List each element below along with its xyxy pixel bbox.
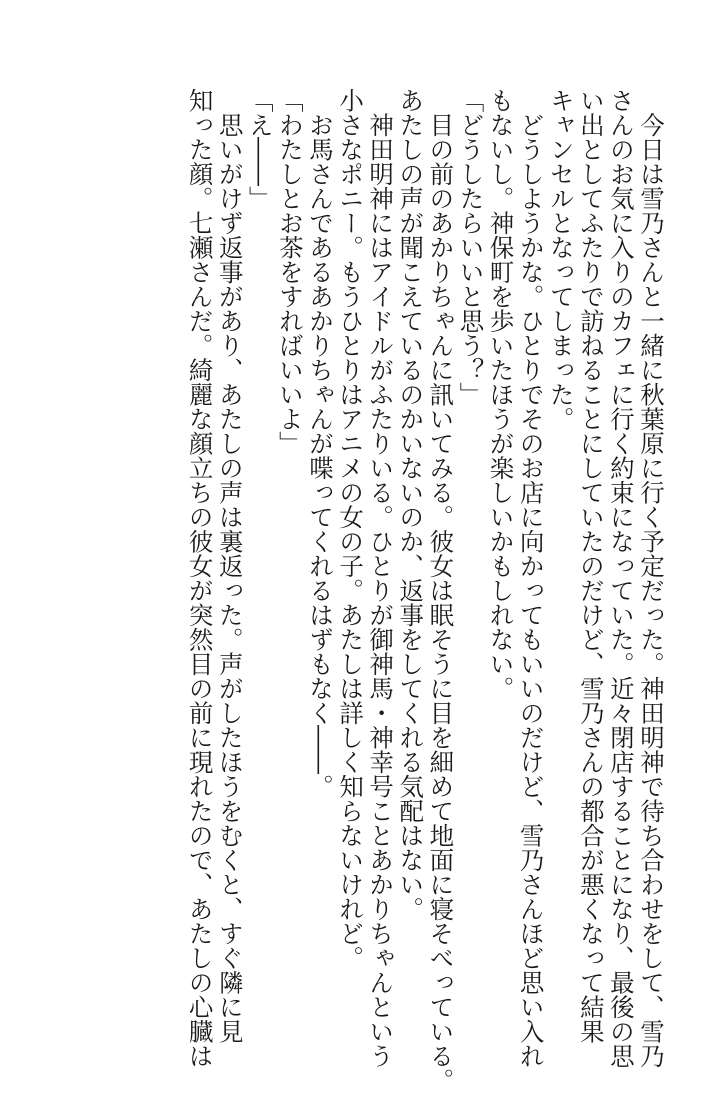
text-line: 小さなポニー。もうひとりはアニメの女の子。あたしは詳しく知らないけれど。 bbox=[336, 88, 366, 970]
text-line: お馬さんであるあかりちゃんが喋ってくれるはずもなく――。 bbox=[305, 88, 335, 799]
text-line: 知った顔。七瀬さんだ。綺麗な顔立ちの彼女が突然目の前に現れたので、あたしの心臓は bbox=[185, 88, 215, 1068]
text-line: さんのお気に入りのカフェに行く約束になっていた。近々閉店することになり、最後の思 bbox=[606, 88, 636, 1068]
text-line: 神田明神にはアイドルがふたりいる。ひとりが御神馬・神幸号ことあかりちゃんという bbox=[366, 88, 396, 1068]
text-line: 目の前のあかりちゃんに訊いてみる。彼女は眠そうに目を細めて地面に寝そべっている。 bbox=[426, 88, 456, 1093]
text-line: どうしようかな。ひとりでそのお店に向かってもいいのだけど、雪乃さんほど思い入れ bbox=[516, 88, 546, 1068]
text-line: キャンセルとなってしまった。 bbox=[546, 88, 576, 431]
text-line: 今日は雪乃さんと一緒に秋葉原に行く予定だった。神田明神で待ち合わせをして、雪乃 bbox=[637, 88, 666, 1068]
text-line: 「わたしとお茶をすればいいよ」 bbox=[275, 88, 305, 456]
text-line: 「え――」 bbox=[245, 88, 275, 211]
text-line: い出としてふたりで訪ねることにしていたのだけど、雪乃さんの都合が悪くなって結果 bbox=[576, 88, 606, 1044]
vertical-text-body bbox=[185, 88, 667, 1093]
text-line: 思いがけず返事があり、あたしの声は裏返った。声がしたほうをむくと、すぐ隣に見 bbox=[215, 88, 245, 1044]
text-line: あたしの声が聞こえているのかいないのか、返事をしてくれる気配はない。 bbox=[396, 88, 426, 921]
text-line: もないし。神保町を歩いたほうが楽しいかもしれない。 bbox=[486, 88, 516, 701]
text-line: 「どうしたらいいと思う？」 bbox=[456, 88, 486, 407]
